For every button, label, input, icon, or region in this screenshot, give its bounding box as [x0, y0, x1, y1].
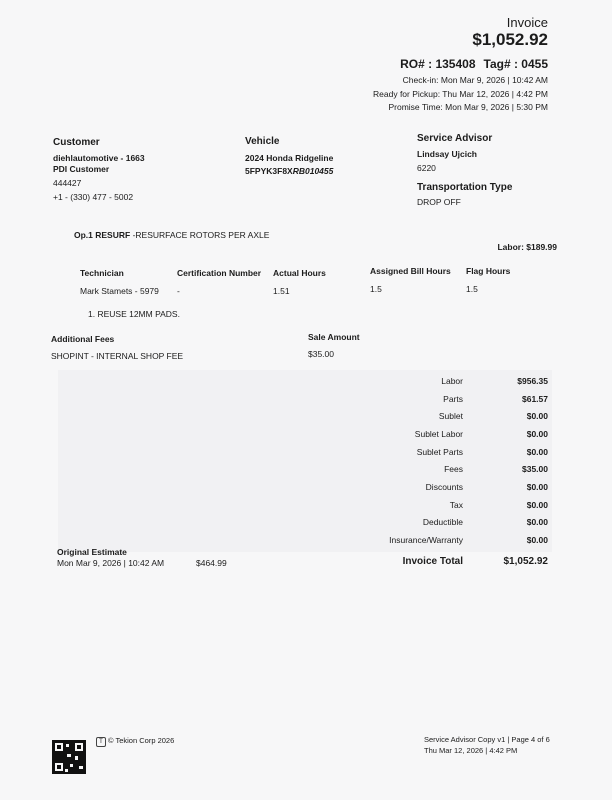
printed-time: Thu Mar 12, 2026 | 4:42 PM [424, 746, 518, 755]
total-value: $61.57 [522, 394, 548, 404]
transport-heading: Transportation Type [417, 182, 513, 193]
total-row-labor [360, 376, 548, 393]
invoice-total-value: $1,052.92 [503, 556, 548, 567]
total-value: $956.35 [517, 376, 548, 386]
total-row-sublet-labor [360, 429, 548, 446]
col-technician: Technician [80, 268, 124, 278]
ro-line [392, 57, 548, 71]
fee-amount: $35.00 [308, 349, 334, 359]
advisor-id: 6220 [417, 163, 436, 173]
operation-title [74, 230, 269, 240]
total-label: Deductible [422, 517, 463, 527]
estimate-amount: $464.99 [196, 558, 227, 568]
total-label: Insurance/Warranty [389, 535, 463, 545]
tech-cert: - [177, 286, 180, 296]
fee-item: SHOPINT - INTERNAL SHOP FEE [51, 351, 184, 361]
total-label: Parts [443, 394, 463, 404]
fees-heading: Additional Fees [51, 334, 115, 344]
promise-time: Promise Time: Mon Mar 9, 2026 | 5:30 PM [388, 102, 548, 112]
copy-info: Service Advisor Copy v1 | Page 4 of 6 [424, 735, 550, 744]
invoice-total-label: Invoice Total [402, 556, 463, 567]
total-label: Fees [444, 464, 463, 474]
total-value: $0.00 [526, 447, 548, 457]
col-actual-hours: Actual Hours [273, 268, 326, 278]
advisor-name: Lindsay Ujcich [417, 149, 477, 159]
advisor-block [417, 133, 512, 207]
col-certification: Certification Number [177, 268, 262, 278]
transport-type: DROP OFF [417, 197, 461, 207]
vin-prefix: 5FPYK3F8X [245, 166, 293, 176]
customer-number: 444427 [53, 178, 82, 188]
tech-actual: 1.51 [273, 286, 290, 296]
total-label: Sublet [438, 411, 463, 421]
total-row-sublet [360, 411, 548, 428]
total-value: $0.00 [526, 517, 548, 527]
operation-desc: -RESURFACE ROTORS PER AXLE [130, 230, 270, 240]
total-value: $0.00 [526, 535, 548, 545]
total-label: Sublet Parts [416, 447, 463, 457]
total-row-sublet-parts [360, 447, 548, 464]
tech-name: Mark Stamets - 5979 [80, 286, 159, 296]
ro-number: RO# : 135408 [400, 57, 476, 71]
total-value: $0.00 [526, 500, 548, 510]
customer-phone: +1 - (330) 477 - 5002 [53, 192, 134, 202]
total-value: $35.00 [522, 464, 548, 474]
vehicle-heading: Vehicle [245, 136, 280, 147]
col-assigned-hours: Assigned Bill Hours [370, 266, 451, 276]
total-label: Discounts [425, 482, 463, 492]
tech-flag: 1.5 [466, 284, 478, 294]
document-type: Invoice [506, 15, 548, 30]
col-flag-hours: Flag Hours [466, 266, 511, 276]
vehicle-vin [245, 166, 333, 176]
ready-time: Ready for Pickup: Thu Mar 12, 2026 | 4:42 PM [373, 89, 548, 99]
customer-block [53, 137, 145, 202]
customer-type: PDI Customer [53, 164, 110, 174]
vin-suffix: RB010455 [292, 166, 334, 176]
total-row-fees [360, 464, 548, 481]
vehicle-model: 2024 Honda Ridgeline [245, 153, 334, 163]
total-label: Sublet Labor [414, 429, 463, 439]
total-row-parts [360, 394, 548, 411]
operation-code: Op.1 RESURF [74, 230, 131, 240]
copyright: © Tekion Corp 2026 [108, 736, 175, 745]
total-value: $0.00 [526, 411, 548, 421]
advisor-heading: Service Advisor [417, 133, 493, 144]
customer-name: diehlautomotive - 1663 [53, 153, 145, 163]
fees-amount-heading: Sale Amount [308, 332, 360, 342]
total-label: Labor [441, 376, 463, 386]
total-row-tax [360, 500, 548, 517]
invoice-total-row [340, 556, 548, 572]
tech-assigned: 1.5 [370, 284, 382, 294]
estimate-heading: Original Estimate [57, 547, 127, 557]
total-row-deductible [360, 517, 548, 534]
operation-labor: Labor: $189.99 [497, 242, 557, 252]
total-label: Tax [449, 500, 463, 510]
qr-code-icon [52, 740, 86, 774]
tekion-logo: T [96, 737, 106, 747]
tag-number: Tag# : 0455 [483, 57, 548, 71]
header-total: $1,052.92 [472, 30, 548, 49]
total-value: $0.00 [526, 482, 548, 492]
total-value: $0.00 [526, 429, 548, 439]
vehicle-block [245, 136, 333, 176]
customer-heading: Customer [53, 137, 100, 148]
operation-note: 1. REUSE 12MM PADS. [88, 309, 180, 319]
estimate-date: Mon Mar 9, 2026 | 10:42 AM [57, 558, 165, 568]
checkin-time: Check-in: Mon Mar 9, 2026 | 10:42 AM [402, 75, 548, 85]
total-row-discounts [360, 482, 548, 499]
total-row-insurance [360, 535, 548, 552]
